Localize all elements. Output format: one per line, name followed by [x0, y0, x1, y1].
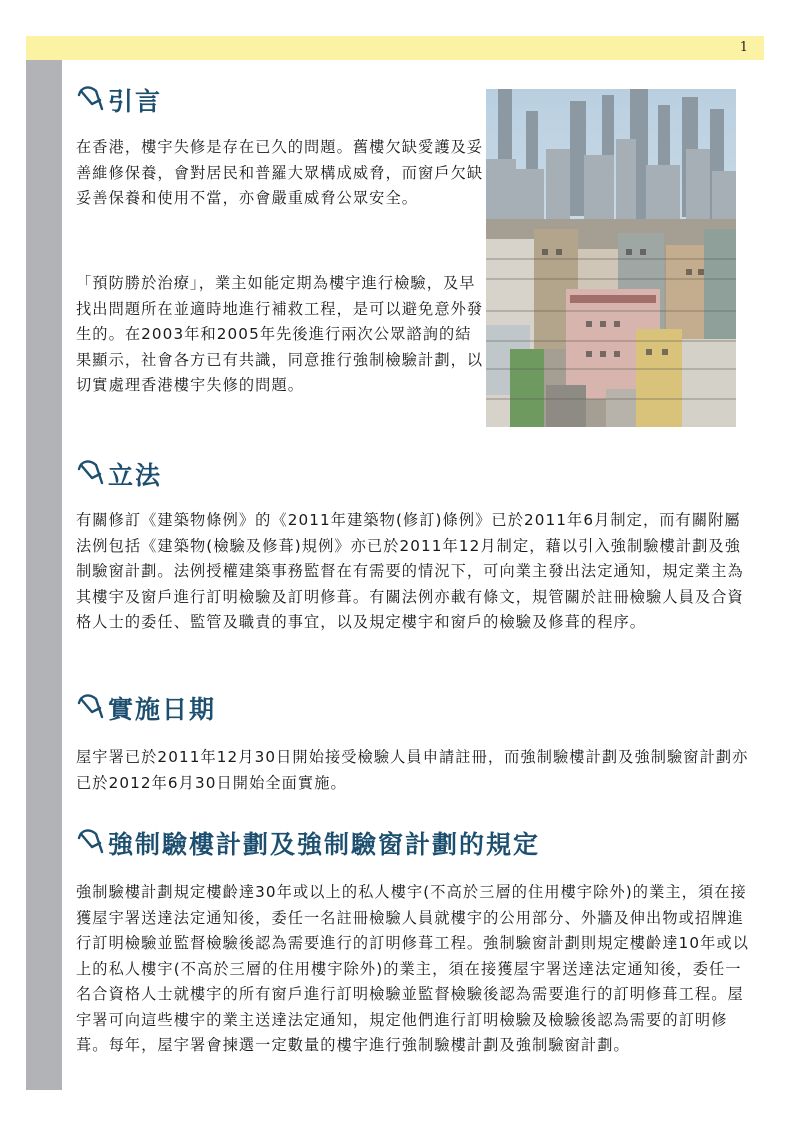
page-number: 1: [739, 40, 748, 55]
side-bar: [26, 60, 62, 1090]
intro-paragraph-1: 在香港，樓宇失修是存在已久的問題。舊樓欠缺愛護及妥善維修保養，會對居民和普羅大眾構成威脅，而窗戶欠缺妥善保養和使用不當，亦會嚴重威脅公眾安全。: [76, 138, 484, 207]
window-frame-icon: [76, 825, 106, 855]
section-title: 引言: [108, 87, 163, 116]
section-heading-requirements: [76, 825, 540, 861]
intro-paragraph-2: 「預防勝於治療」，業主如能定期為樓宇進行檢驗，及早找出問題所在並適時地進行補救工程，是可以避免意外發生的。在2003年和2005年先後進行兩次公眾諮詢的結果顯示，社會各方已有共識，同意推行強制檢驗計劃，以切實處理香港樓宇失修的問題。: [76, 274, 484, 394]
requirements-paragraph: 強制驗樓計劃規定樓齡達30年或以上的私人樓宇(不高於三層的住用樓宇除外)的業主，須在接獲屋宇署送達法定通知後，委任一名註冊檢驗人員就樓宇的公用部分、外牆及伸出物或招牌進行訂明檢驗並監督檢驗後認為需要進行的訂明修葺工程。強制驗窗計劃則規定樓齡達10年或以上的私人樓宇(不高於三層的住用樓宇除外)的業主，須在接獲屋宇署送達法定通知後，委任一名合資格人士就樓宇的所有窗戶進行訂明檢驗並監督檢驗後認為需要進行的訂明修葺工程。屋宇署可向這些樓宇的業主送達法定通知，規定他們進行訂明檢驗及檢驗後認為需要的訂明修葺。每年，屋宇署會揀選一定數量的樓宇進行強制驗樓計劃及強制驗窗計劃。: [76, 883, 750, 1054]
section-heading-commencement: [76, 690, 216, 726]
window-frame-icon: [76, 690, 106, 720]
section-heading-intro: [76, 82, 162, 118]
section-title: 立法: [108, 461, 163, 490]
window-frame-icon: [76, 456, 106, 486]
legislation-paragraph: 有關修訂《建築物條例》的《2011年建築物(修訂)條例》已於2011年6月制定，而有關附屬法例包括《建築物(檢驗及修葺)規例》亦已於2011年12月制定，藉以引入強制驗樓計劃及強制驗窗計劃。法例授權建築事務監督在有需要的情況下，可向業主發出法定通知，規定業主為其樓宇及窗戶進行訂明檢驗及訂明修葺。有關法例亦載有條文，規管關於註冊檢驗人員及合資格人士的委任、監管及職責的事宜，以及規定樓宇和窗戶的檢驗及修葺的程序。: [76, 511, 744, 631]
window-frame-icon: [76, 82, 106, 112]
section-title: 實施日期: [108, 695, 217, 724]
section-heading-legislation: [76, 456, 162, 492]
section-title: 強制驗樓計劃及強制驗窗計劃的規定: [108, 830, 541, 859]
city-buildings-image: [486, 89, 736, 427]
top-band: [26, 36, 764, 60]
city-buildings-photo: [486, 89, 736, 427]
commencement-paragraph: 屋宇署已於2011年12月30日開始接受檢驗人員申請註冊，而強制驗樓計劃及強制驗窗計劃亦已於2012年6月30日開始全面實施。: [76, 748, 749, 792]
